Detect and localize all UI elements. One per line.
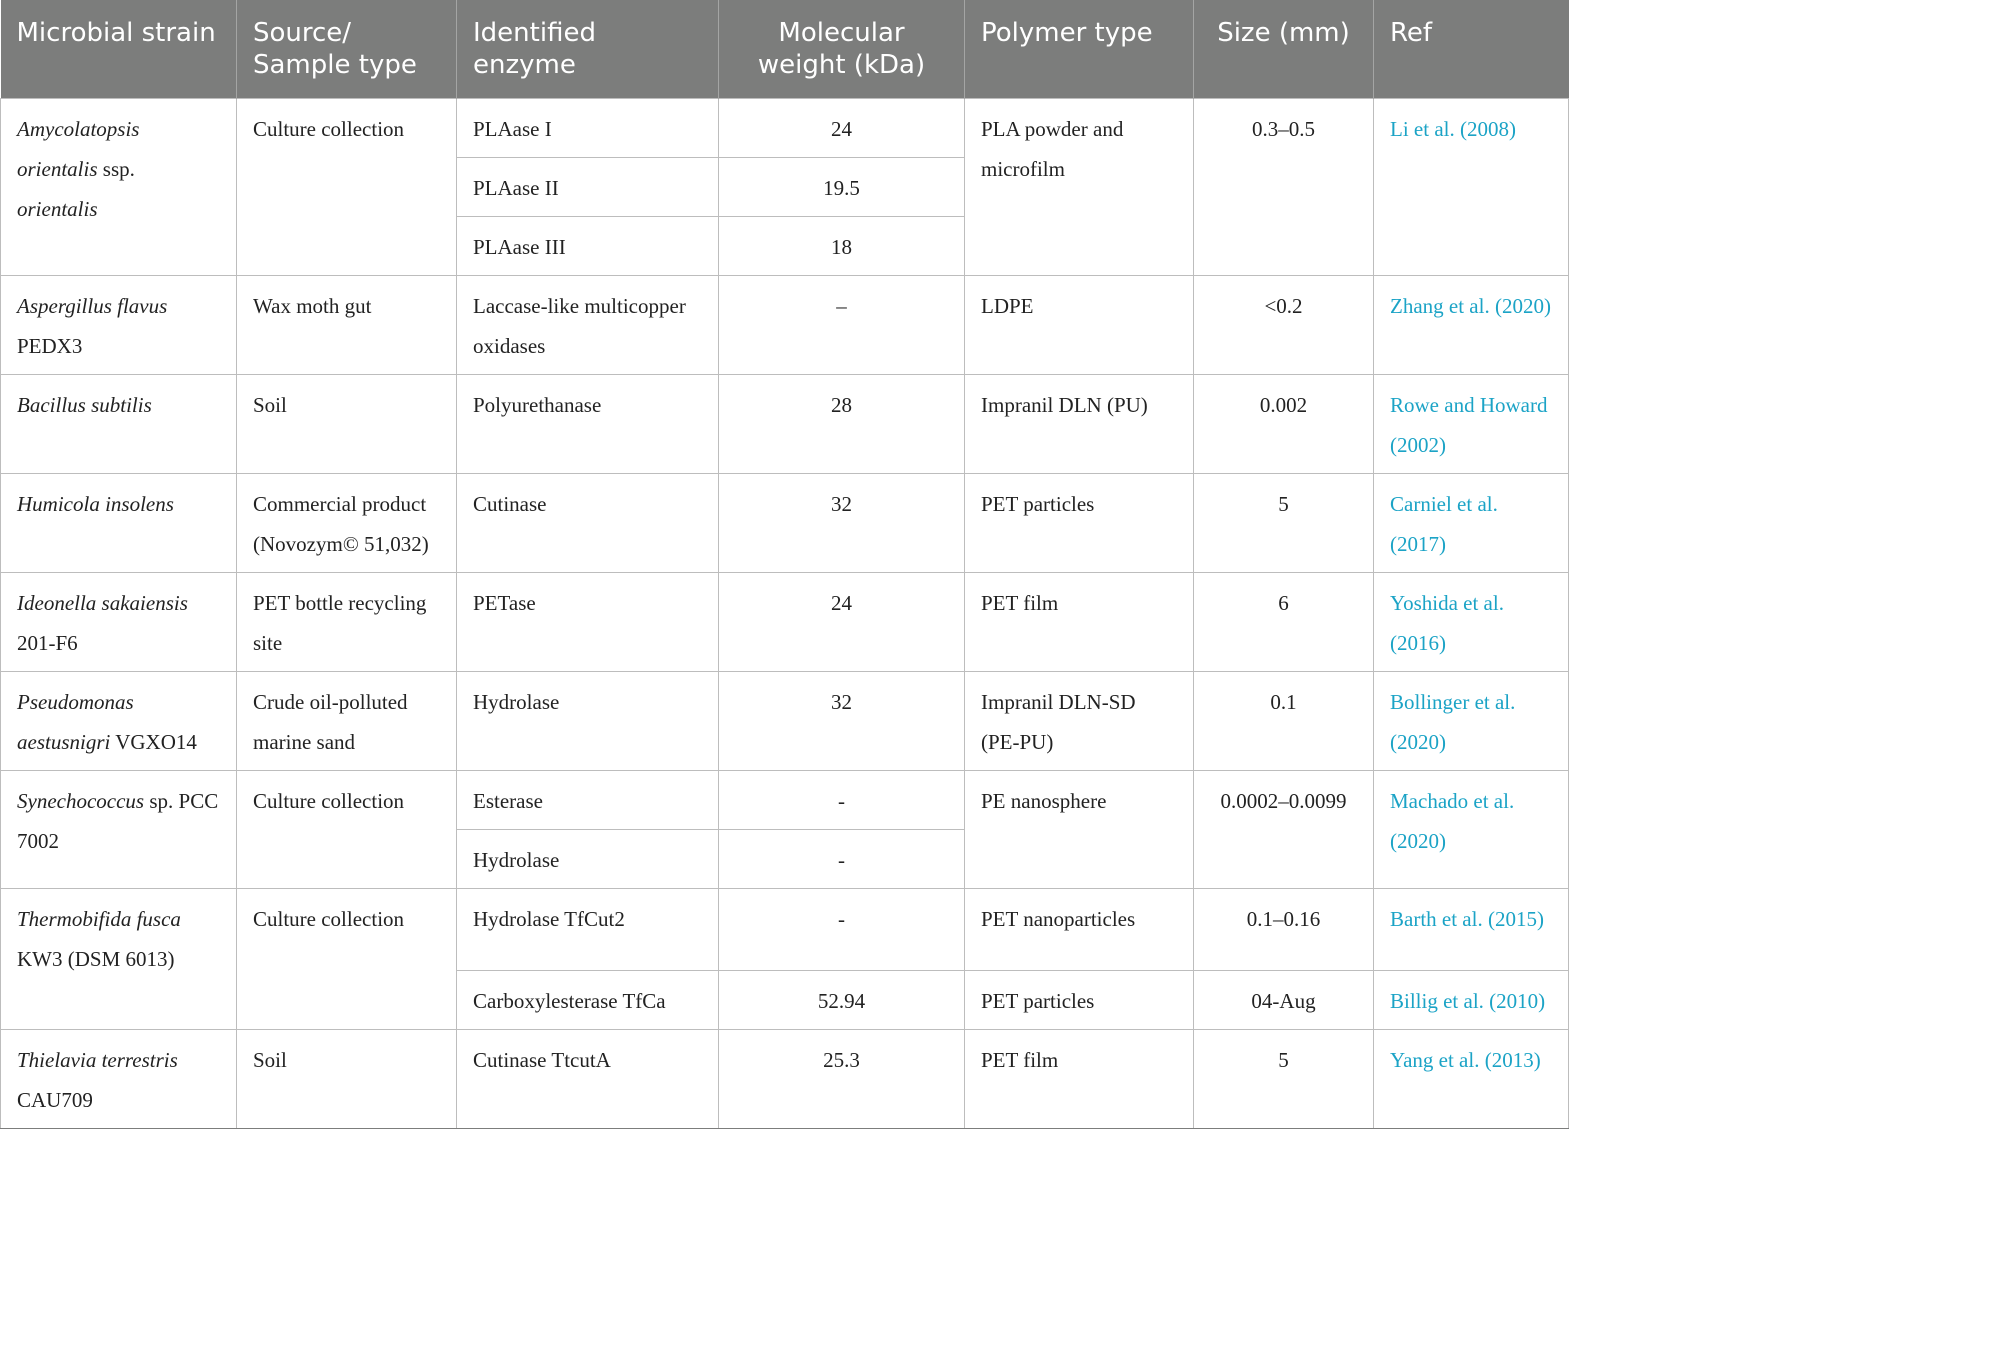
size-cell: 0.0002–0.0099 [1194, 770, 1374, 888]
enzyme-cell: Esterase [457, 770, 719, 829]
strain-cell: Synechococcus sp. PCC 7002 [1, 770, 237, 888]
mw-cell: 24 [719, 98, 965, 157]
ref-link[interactable]: Li et al. (2008) [1374, 98, 1569, 275]
enzyme-cell: Laccase-like multicopper oxidases [457, 275, 719, 374]
ref-link[interactable]: Zhang et al. (2020) [1374, 275, 1569, 374]
header-size: Size (mm) [1194, 0, 1374, 98]
enzyme-cell: Carboxylesterase TfCa [457, 970, 719, 1029]
source-cell: PET bottle recycling site [237, 572, 457, 671]
size-cell: <0.2 [1194, 275, 1374, 374]
header-row [1, 0, 1569, 98]
enzyme-cell: Hydrolase [457, 829, 719, 888]
strain-cell: Humicola insolens [1, 473, 237, 572]
enzyme-cell: Hydrolase [457, 671, 719, 770]
header-ref: Ref [1374, 0, 1569, 98]
enzyme-cell: PLAase II [457, 157, 719, 216]
mw-cell: 24 [719, 572, 965, 671]
ref-link[interactable]: Machado et al. (2020) [1374, 770, 1569, 888]
polymer-cell: PE nanosphere [965, 770, 1194, 888]
polymer-cell: LDPE [965, 275, 1194, 374]
strain-cell: Thielavia terrestris CAU709 [1, 1029, 237, 1128]
strain-cell: Bacillus subtilis [1, 374, 237, 473]
table-row [1, 770, 1569, 829]
polymer-cell: PET particles [965, 970, 1194, 1029]
strain-cell: Amycolatopsis orientalis ssp. orientalis [1, 98, 237, 275]
ref-link[interactable]: Yoshida et al. (2016) [1374, 572, 1569, 671]
header-enzyme: Identified enzyme [457, 0, 719, 98]
polymer-cell: PLA powder and microfilm [965, 98, 1194, 275]
polymer-cell: PET nanoparticles [965, 888, 1194, 970]
mw-cell: 52.94 [719, 970, 965, 1029]
size-cell: 0.3–0.5 [1194, 98, 1374, 275]
header-source: Source/ Sample type [237, 0, 457, 98]
table-row [1, 888, 1569, 970]
table-row [1, 572, 1569, 671]
mw-cell: – [719, 275, 965, 374]
header-polymer-type: Polymer type [965, 0, 1194, 98]
source-cell: Culture collection [237, 98, 457, 275]
mw-cell: 25.3 [719, 1029, 965, 1128]
enzyme-cell: Cutinase TtcutA [457, 1029, 719, 1128]
ref-link[interactable]: Rowe and Howard (2002) [1374, 374, 1569, 473]
ref-link[interactable]: Bollinger et al. (2020) [1374, 671, 1569, 770]
polymer-cell: PET film [965, 572, 1194, 671]
source-cell: Crude oil-polluted marine sand [237, 671, 457, 770]
mw-cell: 18 [719, 216, 965, 275]
header-molecular-weight: Molecular weight (kDa) [719, 0, 965, 98]
size-cell: 0.1–0.16 [1194, 888, 1374, 970]
enzyme-cell: Cutinase [457, 473, 719, 572]
source-cell: Commercial product (Novozym© 51,032) [237, 473, 457, 572]
table-row [1, 275, 1569, 374]
polymer-cell: PET particles [965, 473, 1194, 572]
mw-cell: 32 [719, 671, 965, 770]
size-cell: 04-Aug [1194, 970, 1374, 1029]
table-row [1, 98, 1569, 157]
table-row [1, 374, 1569, 473]
mw-cell: - [719, 770, 965, 829]
mw-cell: 19.5 [719, 157, 965, 216]
polymer-cell: Impranil DLN-SD (PE-PU) [965, 671, 1194, 770]
table-row [1, 671, 1569, 770]
size-cell: 5 [1194, 473, 1374, 572]
strain-cell: Thermobifida fusca KW3 (DSM 6013) [1, 888, 237, 1029]
table-row [1, 473, 1569, 572]
mw-cell: - [719, 829, 965, 888]
strain-cell: Pseudomonas aestusnigri VGXO14 [1, 671, 237, 770]
source-cell: Culture collection [237, 888, 457, 1029]
source-cell: Wax moth gut [237, 275, 457, 374]
mw-cell: 32 [719, 473, 965, 572]
table-row [1, 1029, 1569, 1128]
enzyme-cell: PLAase I [457, 98, 719, 157]
enzyme-cell: Hydrolase TfCut2 [457, 888, 719, 970]
enzyme-cell: Polyurethanase [457, 374, 719, 473]
size-cell: 0.002 [1194, 374, 1374, 473]
enzyme-cell: PLAase III [457, 216, 719, 275]
strain-cell: Ideonella sakaiensis 201-F6 [1, 572, 237, 671]
mw-cell: - [719, 888, 965, 970]
strain-cell: Aspergillus flavus PEDX3 [1, 275, 237, 374]
enzyme-cell: PETase [457, 572, 719, 671]
ref-link[interactable]: Yang et al. (2013) [1374, 1029, 1569, 1128]
size-cell: 0.1 [1194, 671, 1374, 770]
mw-cell: 28 [719, 374, 965, 473]
polymer-cell: Impranil DLN (PU) [965, 374, 1194, 473]
header-strain: Microbial strain [1, 0, 237, 98]
size-cell: 5 [1194, 1029, 1374, 1128]
ref-link[interactable]: Billig et al. (2010) [1374, 970, 1569, 1029]
source-cell: Soil [237, 1029, 457, 1128]
source-cell: Culture collection [237, 770, 457, 888]
source-cell: Soil [237, 374, 457, 473]
polymer-cell: PET film [965, 1029, 1194, 1128]
ref-link[interactable]: Barth et al. (2015) [1374, 888, 1569, 970]
size-cell: 6 [1194, 572, 1374, 671]
ref-link[interactable]: Carniel et al. (2017) [1374, 473, 1569, 572]
